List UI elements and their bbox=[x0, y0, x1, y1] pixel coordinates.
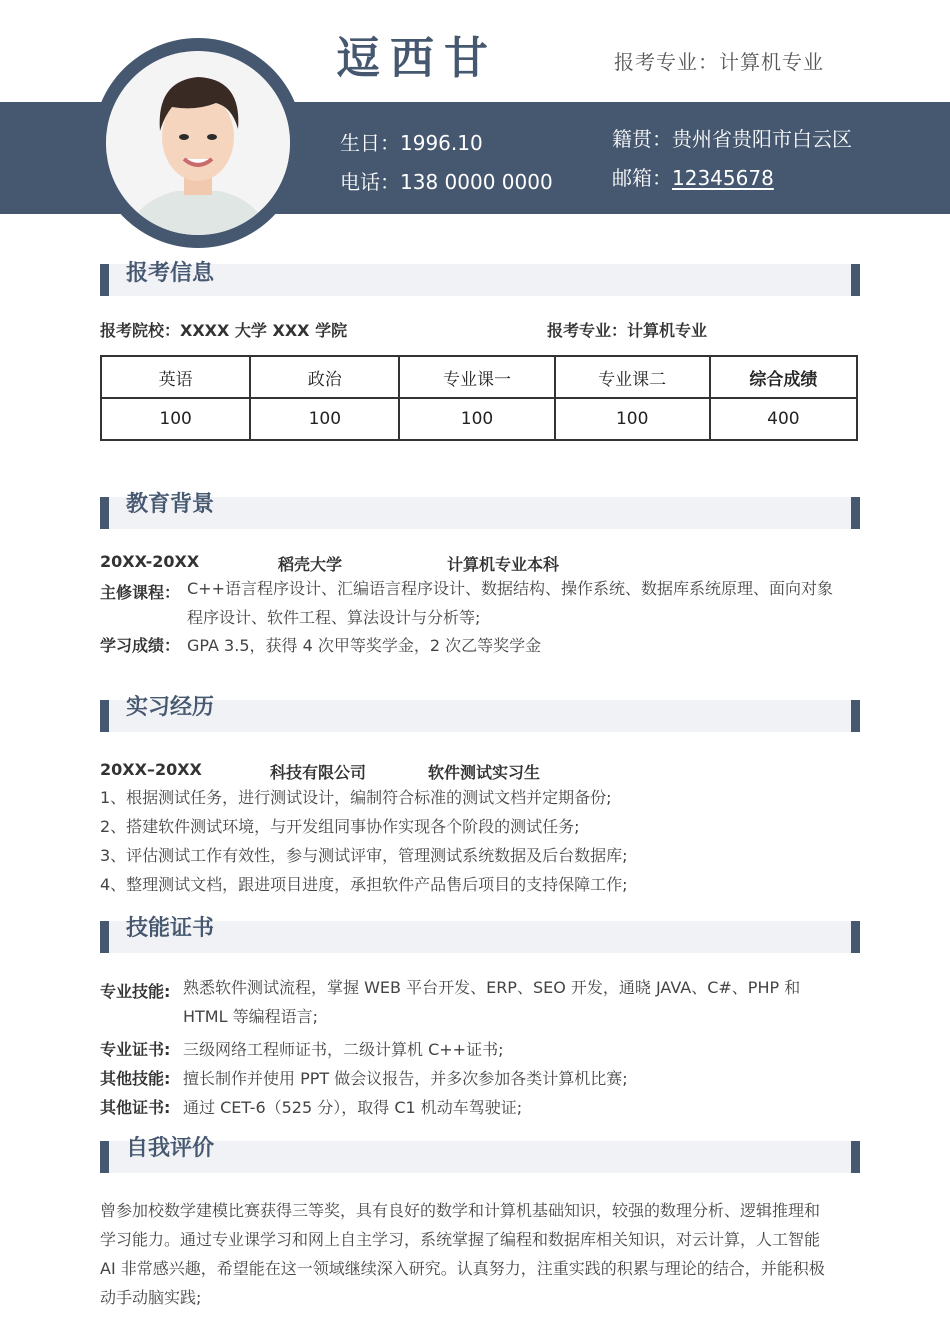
section-right-bar bbox=[851, 1141, 860, 1173]
score-header-row bbox=[101, 356, 857, 398]
score-value: 100 bbox=[250, 398, 399, 440]
courses-text bbox=[187, 574, 867, 632]
email-label: 邮箱： bbox=[612, 166, 672, 190]
section-left-bar bbox=[100, 921, 109, 953]
score-header: 综合成绩 bbox=[710, 356, 857, 398]
courses-label: 主修课程： bbox=[100, 583, 181, 602]
section-title: 报考信息 bbox=[126, 261, 215, 286]
list-item: 1、根据测试任务，进行测试设计，编制符合标准的测试文档并定期备份; bbox=[100, 788, 612, 807]
section-title: 实习经历 bbox=[126, 695, 215, 720]
hometown: 籍贯：贵州省贵阳市白云区 bbox=[612, 127, 852, 151]
section-left-bar bbox=[100, 497, 109, 529]
list-item: 2、搭建软件测试环境，与开发组同事协作实现各个阶段的测试任务; bbox=[100, 817, 580, 836]
edu-period: 20XX-20XX bbox=[100, 552, 200, 571]
grades-label: 学习成绩： bbox=[100, 636, 181, 655]
avatar bbox=[106, 51, 290, 235]
intern-list bbox=[100, 783, 628, 899]
pro-cert-text: 三级网络工程师证书，二级计算机 C++证书; bbox=[183, 1040, 504, 1059]
self-eval-line: AI 非常感兴趣，希望能在这一领域继续深入研究。认真努力，注重实践的积累与理论的结合，并能积极 bbox=[100, 1259, 825, 1278]
section-left-bar bbox=[100, 1141, 109, 1173]
pro-cert-label: 专业证书: bbox=[100, 1040, 171, 1059]
email bbox=[612, 162, 774, 191]
list-item: 3、评估测试工作有效性，参与测试评审，管理测试系统数据及后台数据库; bbox=[100, 846, 628, 865]
edu-school: 稻壳大学 bbox=[278, 555, 343, 574]
pro-skill-label: 专业技能: bbox=[100, 982, 171, 1001]
header-major: 报考专业：计算机专业 bbox=[614, 50, 824, 74]
other-skill-label: 其他技能: bbox=[100, 1069, 171, 1088]
self-eval-line: 曾参加校数学建模比赛获得三等奖，具有良好的数学和计算机基础知识，较强的数理分析、逻辑推理和 bbox=[100, 1201, 821, 1220]
section-right-bar bbox=[851, 921, 860, 953]
section-skills bbox=[100, 916, 860, 953]
score-header: 政治 bbox=[250, 356, 399, 398]
pro-skill-text bbox=[183, 973, 800, 1031]
section-title: 技能证书 bbox=[126, 916, 215, 941]
grades-text: GPA 3.5，获得 4 次甲等奖学金，2 次乙等奖学金 bbox=[187, 636, 542, 655]
section-self bbox=[100, 1136, 860, 1173]
score-value: 100 bbox=[101, 398, 250, 440]
pro-skill-line: 熟悉软件测试流程，掌握 WEB 平台开发、ERP、SEO 开发，通晓 JAVA、C#、PHP 和 bbox=[183, 978, 801, 997]
email-link[interactable]: 12345678 bbox=[672, 166, 774, 190]
section-title: 自我评价 bbox=[126, 1136, 215, 1161]
other-cert-text: 通过 CET-6（525 分），取得 C1 机动车驾驶证; bbox=[183, 1098, 523, 1117]
score-header: 英语 bbox=[101, 356, 250, 398]
section-right-bar bbox=[851, 264, 860, 296]
score-value: 100 bbox=[399, 398, 554, 440]
other-cert-label: 其他证书: bbox=[100, 1098, 171, 1117]
section-education bbox=[100, 492, 860, 529]
self-eval-line: 学习能力。通过专业课学习和网上自主学习，系统掌握了编程和数据库相关知识，对云计算，人工智能 bbox=[100, 1230, 821, 1249]
list-item: 4、整理测试文档，跟进项目进度，承担软件产品售后项目的支持保障工作; bbox=[100, 875, 628, 894]
score-value: 400 bbox=[710, 398, 857, 440]
score-value-row bbox=[101, 398, 857, 440]
score-table bbox=[100, 355, 858, 441]
score-value: 100 bbox=[555, 398, 710, 440]
courses-line: 程序设计、软件工程、算法设计与分析等; bbox=[187, 608, 481, 627]
section-left-bar bbox=[100, 264, 109, 296]
section-left-bar bbox=[100, 700, 109, 732]
courses-line: C++语言程序设计、汇编语言程序设计、数据结构、操作系统、数据库系统原理、面向对象 bbox=[187, 579, 833, 598]
score-header: 专业课一 bbox=[399, 356, 554, 398]
exam-school: 报考院校：XXXX 大学 XXX 学院 bbox=[100, 321, 348, 340]
section-title: 教育背景 bbox=[126, 492, 215, 517]
intern-period: 20XX–20XX bbox=[100, 760, 202, 779]
score-header: 专业课二 bbox=[555, 356, 710, 398]
other-skill-text: 擅长制作并使用 PPT 做会议报告，并多次参加各类计算机比赛; bbox=[183, 1069, 628, 1088]
birthday: 生日：1996.10 bbox=[340, 131, 483, 155]
phone: 电话：138 0000 0000 bbox=[340, 170, 553, 194]
self-eval bbox=[100, 1196, 825, 1312]
exam-major: 报考专业：计算机专业 bbox=[547, 321, 708, 340]
section-right-bar bbox=[851, 700, 860, 732]
section-right-bar bbox=[851, 497, 860, 529]
section-internship bbox=[100, 695, 860, 732]
intern-role: 软件测试实习生 bbox=[428, 763, 541, 782]
edu-degree: 计算机专业本科 bbox=[447, 555, 560, 574]
self-eval-line: 动手动脑实践; bbox=[100, 1288, 202, 1307]
intern-company: 科技有限公司 bbox=[270, 763, 367, 782]
candidate-name: 逗西甘 bbox=[336, 33, 498, 84]
section-exam bbox=[100, 261, 860, 296]
pro-skill-line: HTML 等编程语言; bbox=[183, 1007, 319, 1026]
